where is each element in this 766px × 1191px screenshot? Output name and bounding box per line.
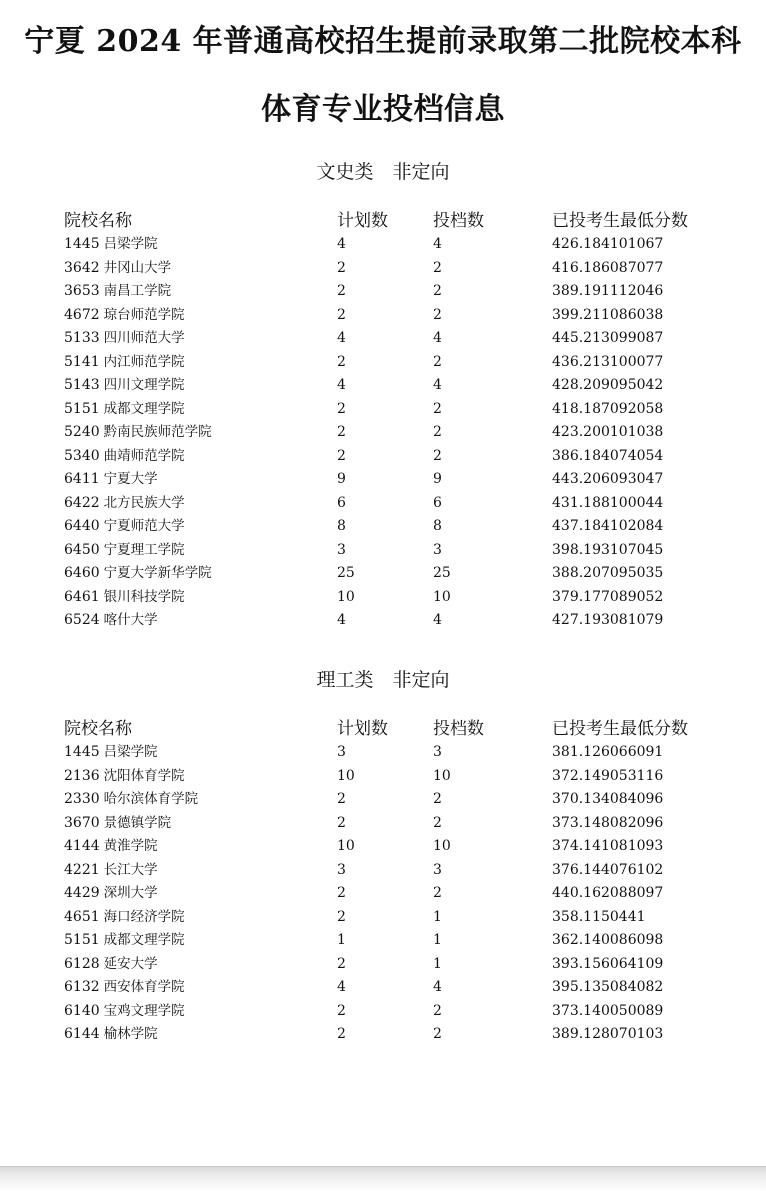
school-name: 沈阳体育学院 [103,767,185,784]
column-header: 院校名称 [64,719,132,739]
table-row [0,562,766,585]
table-row [0,468,766,491]
school-name: 吕梁学院 [103,236,158,252]
school-cell [64,906,185,929]
table-row [0,304,766,327]
school-name: 喀什大学 [103,612,158,628]
admitted-count: 1 [433,908,442,925]
school-name: 四川文理学院 [103,377,185,393]
admitted-count: 10 [433,767,451,784]
column-header: 计划数 [337,211,388,231]
school-code: 6144 [64,1026,100,1042]
admitted-count: 2 [433,400,442,417]
min-score: 386.184074054 [552,447,664,464]
school-name: 成都文理学院 [103,400,185,417]
column-header: 投档数 [433,719,484,739]
school-code: 3642 [64,259,100,276]
admitted-count: 4 [433,612,442,628]
school-code: 2136 [64,767,100,784]
school-cell [64,257,171,280]
plan-count: 2 [337,353,346,370]
school-cell [64,468,158,491]
school-cell [64,445,185,468]
table-header-row [0,210,766,233]
column-header: 已投考生最低分数 [552,211,688,231]
min-score: 373.140050089 [552,1002,664,1019]
school-code: 5133 [64,330,100,346]
school-cell [64,812,171,835]
table-row [0,374,766,397]
min-score: 431.188100044 [552,494,664,511]
school-name: 西安体育学院 [103,979,185,995]
school-cell [64,327,185,350]
min-score: 440.162088097 [552,885,664,901]
min-score: 427.193081079 [552,612,664,628]
admitted-count: 9 [433,471,442,487]
min-score: 416.186087077 [552,259,664,276]
admitted-count: 4 [433,330,442,346]
school-name: 长江大学 [103,861,158,878]
school-cell [64,609,158,632]
min-score: 376.144076102 [552,861,664,878]
admitted-count: 4 [433,236,442,252]
table-row [0,765,766,788]
school-code: 6128 [64,955,100,972]
admitted-count: 2 [433,447,442,464]
table-row [0,233,766,256]
table-row [0,906,766,929]
school-name: 琼台师范学院 [103,306,185,323]
plan-count: 4 [337,377,346,393]
plan-count: 8 [337,518,346,534]
page-title-line-2: 体育专业投档信息 [261,92,505,127]
table-row [0,609,766,632]
table-row [0,788,766,811]
min-score: 418.187092058 [552,400,664,417]
min-score: 398.193107045 [552,541,664,558]
plan-count: 10 [337,838,355,854]
school-code: 5151 [64,932,100,948]
admitted-count: 1 [433,932,442,948]
plan-count: 3 [337,541,346,558]
school-code: 5340 [64,447,100,464]
school-name: 宁夏理工学院 [103,541,185,558]
plan-count: 2 [337,283,346,299]
admitted-count: 2 [433,814,442,831]
school-code: 6411 [64,471,100,487]
plan-count: 2 [337,424,346,440]
plan-count: 4 [337,330,346,346]
min-score: 443.206093047 [552,471,664,487]
plan-count: 1 [337,932,346,948]
school-name: 宁夏师范大学 [103,518,185,534]
plan-count: 2 [337,1002,346,1019]
min-score: 399.211086038 [552,306,664,323]
school-cell [64,976,185,999]
admitted-count: 2 [433,306,442,323]
page-bottom-edge [0,1166,766,1191]
admitted-count: 4 [433,979,442,995]
table-row [0,953,766,976]
school-name: 宁夏大学新华学院 [103,565,212,581]
school-code: 1445 [64,744,100,760]
min-score: 373.148082096 [552,814,664,831]
min-score: 436.213100077 [552,353,664,370]
plan-count: 3 [337,861,346,878]
school-cell [64,562,212,585]
school-name: 深圳大学 [103,885,158,901]
admitted-count: 4 [433,377,442,393]
min-score: 370.134084096 [552,791,664,807]
plan-count: 10 [337,767,355,784]
table-row [0,929,766,952]
min-score: 389.191112046 [552,283,664,299]
school-code: 3653 [64,283,100,299]
school-name: 北方民族大学 [103,494,185,511]
admitted-count: 25 [433,565,451,581]
school-code: 6460 [64,565,100,581]
min-score: 381.126066091 [552,744,664,760]
admitted-count: 2 [433,283,442,299]
school-name: 曲靖师范学院 [103,447,185,464]
school-code: 5240 [64,424,100,440]
school-cell [64,741,158,764]
table-row [0,1023,766,1046]
table-row [0,835,766,858]
school-name: 榆林学院 [103,1026,158,1042]
plan-count: 4 [337,236,346,252]
school-cell [64,1023,158,1046]
min-score: 379.177089052 [552,588,664,605]
admitted-count: 10 [433,838,451,854]
school-name: 内江师范学院 [103,353,185,370]
plan-count: 25 [337,565,355,581]
min-score: 388.207095035 [552,565,664,581]
admitted-count: 2 [433,791,442,807]
school-name: 四川师范大学 [103,330,185,346]
school-cell [64,280,171,303]
school-code: 6140 [64,1002,100,1019]
school-cell [64,929,185,952]
admitted-count: 3 [433,861,442,878]
school-cell [64,304,185,327]
school-code: 4672 [64,306,100,323]
school-code: 3670 [64,814,100,831]
school-cell [64,515,185,538]
plan-count: 2 [337,259,346,276]
plan-count: 4 [337,612,346,628]
plan-count: 6 [337,494,346,511]
table-row [0,586,766,609]
plan-count: 2 [337,791,346,807]
table-row [0,492,766,515]
school-name: 井冈山大学 [103,259,172,276]
plan-count: 4 [337,979,346,995]
table-row [0,812,766,835]
admitted-count: 8 [433,518,442,534]
school-code: 5151 [64,400,100,417]
school-code: 6524 [64,612,100,628]
plan-count: 2 [337,306,346,323]
column-header: 计划数 [337,719,388,739]
school-name: 南昌工学院 [103,283,172,299]
school-name: 宝鸡文理学院 [103,1002,185,1019]
min-score: 423.200101038 [552,424,664,440]
min-score: 445.213099087 [552,330,664,346]
school-name: 成都文理学院 [103,932,185,948]
school-cell [64,953,158,976]
page-title-line-1: 宁夏 2024 年普通高校招生提前录取第二批院校本科 [24,24,742,59]
min-score: 437.184102084 [552,518,664,534]
school-code: 5141 [64,353,100,370]
admitted-count: 10 [433,588,451,605]
admitted-count: 2 [433,353,442,370]
min-score: 395.135084082 [552,979,664,995]
plan-count: 2 [337,814,346,831]
min-score: 428.209095042 [552,377,664,393]
school-code: 4429 [64,885,100,901]
school-code: 6450 [64,541,100,558]
school-code: 6422 [64,494,100,511]
school-code: 4144 [64,838,100,854]
min-score: 362.140086098 [552,932,664,948]
school-cell [64,835,158,858]
school-code: 6440 [64,518,100,534]
school-name: 黄淮学院 [103,838,158,854]
school-code: 2330 [64,791,100,807]
table-row [0,1000,766,1023]
school-code: 1445 [64,236,100,252]
school-cell [64,586,185,609]
school-cell [64,398,185,421]
admitted-count: 1 [433,955,442,972]
column-header: 投档数 [433,211,484,231]
admitted-count: 2 [433,424,442,440]
school-code: 4221 [64,861,100,878]
plan-count: 9 [337,471,346,487]
table-row [0,741,766,764]
min-score: 426.184101067 [552,236,664,252]
table-row [0,351,766,374]
min-score: 393.156064109 [552,955,664,972]
min-score: 389.128070103 [552,1026,664,1042]
table-row [0,515,766,538]
plan-count: 2 [337,908,346,925]
admitted-count: 3 [433,541,442,558]
table-row [0,327,766,350]
admitted-count: 2 [433,259,442,276]
school-cell [64,421,212,444]
school-cell [64,351,185,374]
table-row [0,445,766,468]
admitted-count: 3 [433,744,442,760]
plan-count: 3 [337,744,346,760]
school-name: 宁夏大学 [103,471,158,487]
school-name: 银川科技学院 [103,588,185,605]
table-header-row [0,718,766,741]
school-code: 6461 [64,588,100,605]
school-cell [64,765,185,788]
school-cell [64,233,158,256]
table-row [0,398,766,421]
school-name: 海口经济学院 [103,908,185,925]
column-header: 已投考生最低分数 [552,719,688,739]
min-score: 358.1150441 [552,908,646,925]
plan-count: 2 [337,1026,346,1042]
school-cell [64,374,185,397]
school-cell [64,859,158,882]
school-cell [64,882,158,905]
table-row [0,859,766,882]
school-name: 景德镇学院 [103,814,172,831]
table-row [0,882,766,905]
school-name: 延安大学 [103,955,158,972]
min-score: 372.149053116 [552,767,664,784]
admitted-count: 2 [433,1002,442,1019]
school-cell [64,539,185,562]
table-row [0,280,766,303]
school-cell [64,492,185,515]
table-row [0,421,766,444]
column-header: 院校名称 [64,211,132,231]
school-code: 4651 [64,908,100,925]
admitted-count: 2 [433,1026,442,1042]
school-name: 哈尔滨体育学院 [103,791,199,807]
table-row [0,976,766,999]
admitted-count: 6 [433,494,442,511]
plan-count: 2 [337,955,346,972]
school-cell [64,1000,185,1023]
school-code: 6132 [64,979,100,995]
section-heading: 文史类 非定向 [316,161,450,183]
plan-count: 2 [337,885,346,901]
plan-count: 2 [337,400,346,417]
table-row [0,539,766,562]
school-name: 黔南民族师范学院 [103,424,212,440]
school-cell [64,788,198,811]
min-score: 374.141081093 [552,838,664,854]
section-heading: 理工类 非定向 [316,669,450,691]
table-row [0,257,766,280]
plan-count: 2 [337,447,346,464]
school-name: 吕梁学院 [103,744,158,760]
admitted-count: 2 [433,885,442,901]
school-code: 5143 [64,377,100,393]
plan-count: 10 [337,588,355,605]
